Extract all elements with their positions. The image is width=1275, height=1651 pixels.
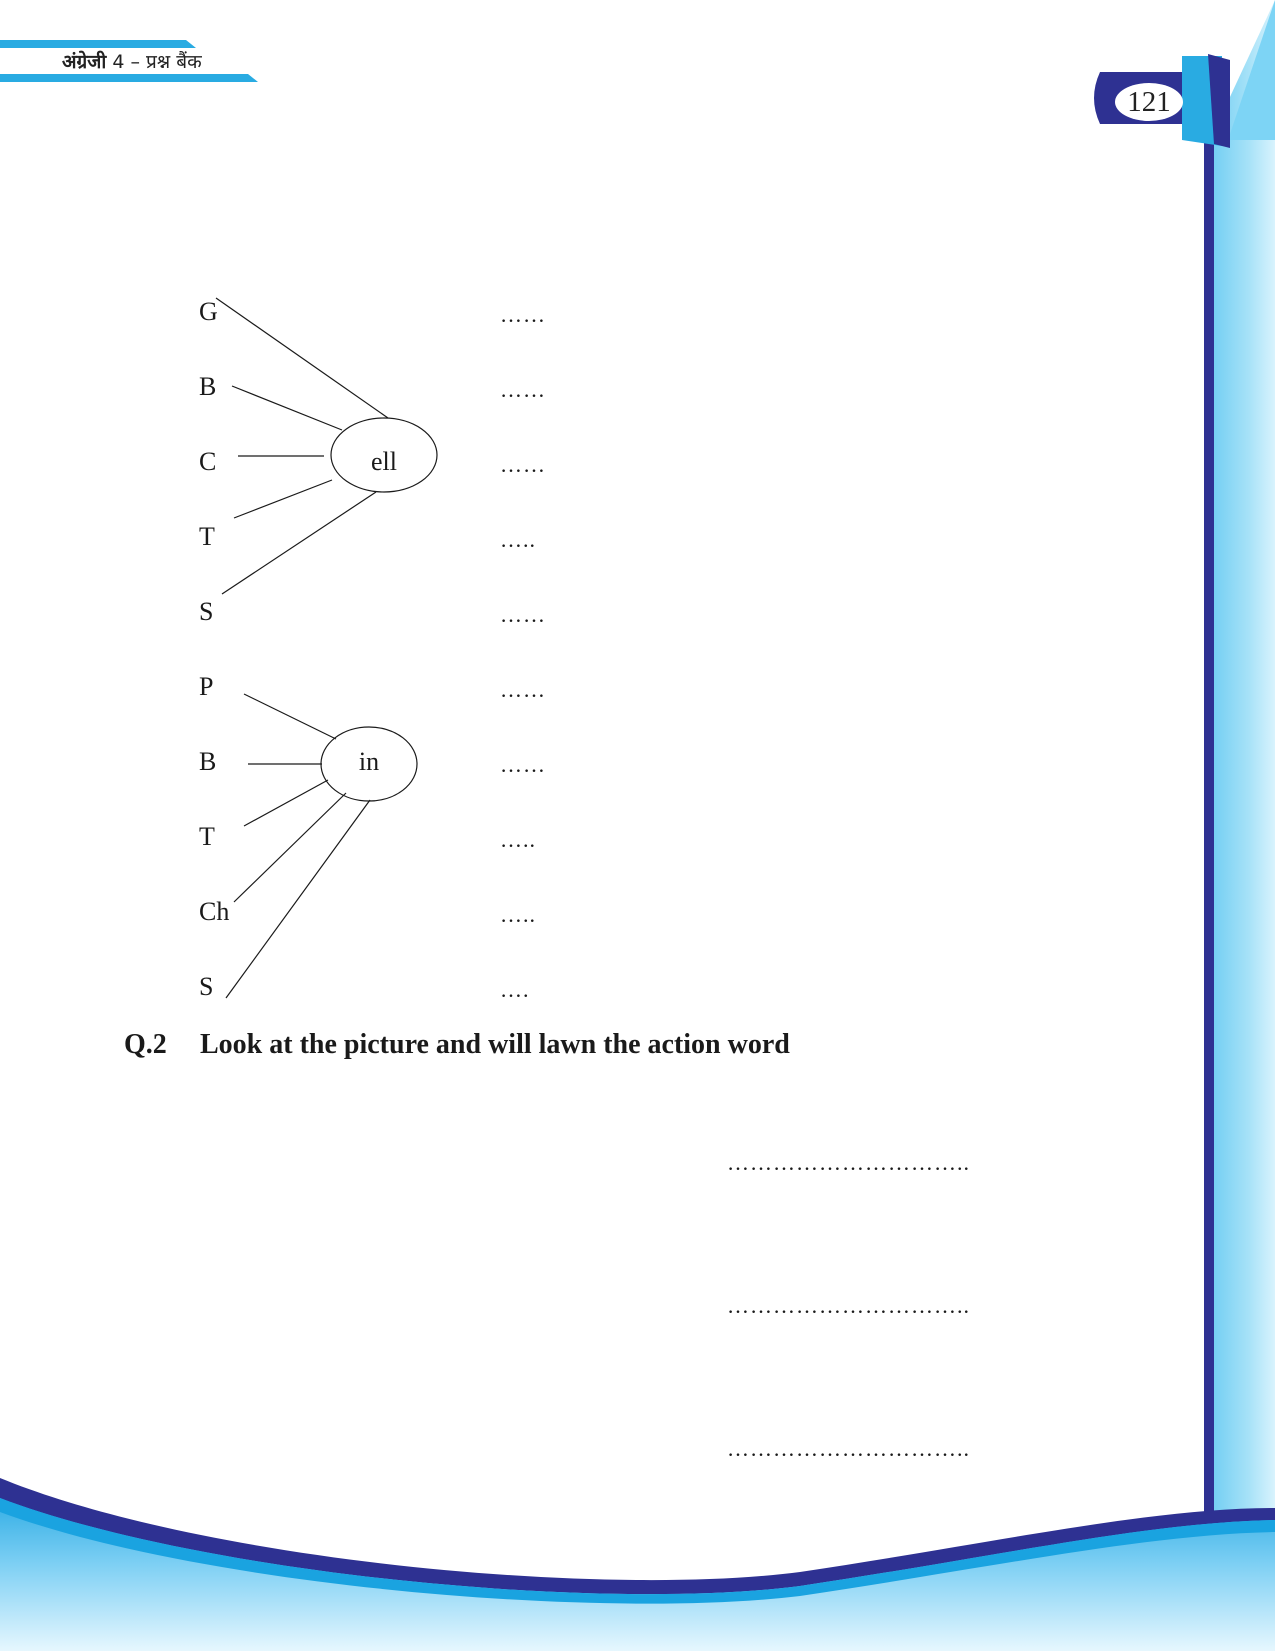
- in-letter: Ch: [199, 897, 230, 926]
- ell-answer-blank: ……: [500, 377, 546, 402]
- in-letter: S: [199, 972, 214, 1001]
- in-answer-blank: …..: [500, 902, 536, 927]
- book-subtitle: 4 – प्रश्न बैंक: [112, 51, 202, 73]
- answer-line: …………………………..: [727, 1436, 970, 1461]
- in-answer-blank: ……: [500, 752, 546, 777]
- ell-answer-blank: ……: [500, 302, 546, 327]
- header-strip-bottom: [0, 74, 258, 82]
- in-answer-blank: …..: [500, 827, 536, 852]
- ell-answer-blank: …..: [500, 527, 536, 552]
- in-letter: B: [199, 747, 217, 776]
- book-title: अंग्रेजी: [62, 51, 107, 73]
- right-band: [1210, 0, 1275, 1651]
- in-hub-label: in: [358, 747, 380, 776]
- book-header: [62, 48, 202, 74]
- header-strip-top: [0, 40, 196, 48]
- ell-letter: C: [199, 447, 217, 476]
- in-answer-blank: ….: [500, 977, 530, 1002]
- page-number: 121: [1127, 86, 1171, 118]
- ell-letter: S: [199, 597, 214, 626]
- ell-answer-blank: ……: [500, 452, 546, 477]
- ell-letter: G: [199, 297, 218, 326]
- in-answer-blank: ……: [500, 677, 546, 702]
- in-connectors: [226, 694, 417, 998]
- ell-connectors: [216, 298, 437, 594]
- right-bar: [1204, 140, 1214, 1520]
- in-letter: P: [199, 672, 214, 701]
- bottom-wave: [0, 1480, 1275, 1651]
- ell-answer-blank: ……: [500, 602, 546, 627]
- in-letter: T: [199, 822, 215, 851]
- question-number: Q.2: [124, 1029, 167, 1060]
- ell-hub-label: ell: [371, 447, 397, 476]
- answer-line: …………………………..: [727, 1293, 970, 1318]
- question-text: Look at the picture and will lawn the action word: [200, 1029, 790, 1060]
- ell-letter: T: [199, 522, 215, 551]
- question-2: [124, 1028, 790, 1062]
- ell-letter: B: [199, 372, 217, 401]
- answer-line: …………………………..: [727, 1150, 970, 1175]
